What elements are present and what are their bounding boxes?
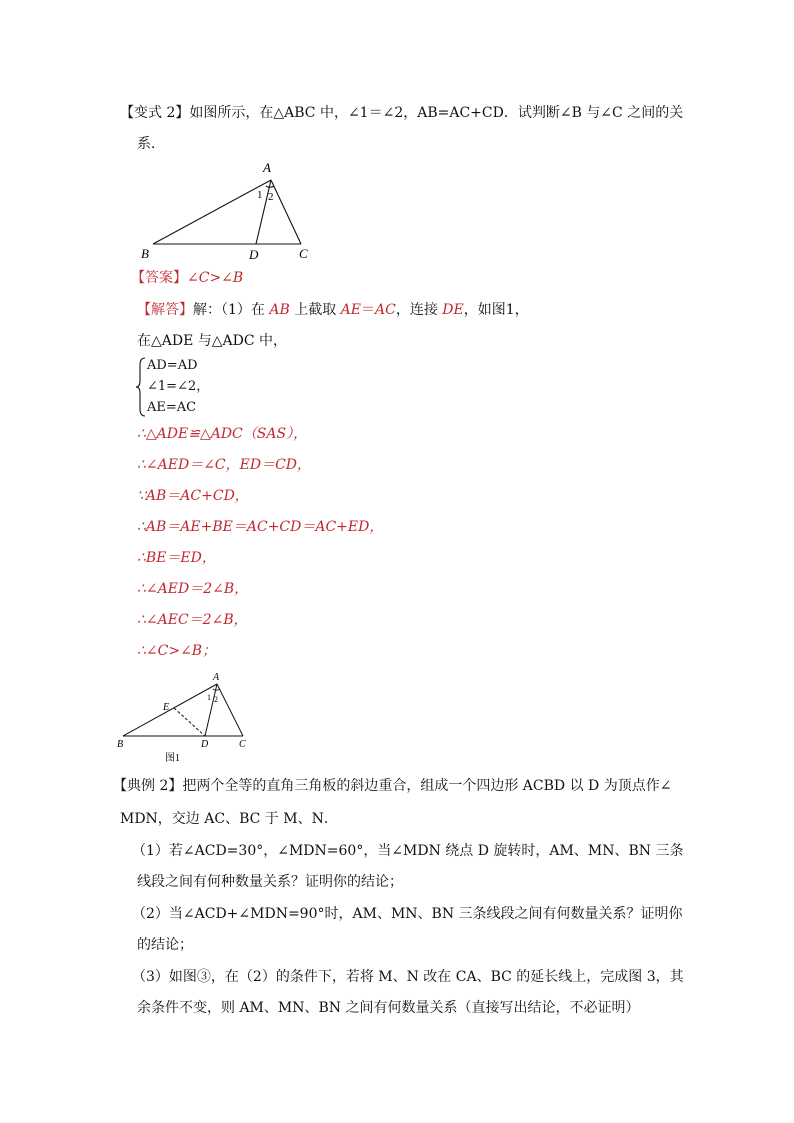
problem2-line1: 【典例 2】把两个全等的直角三角板的斜边重合，组成一个四边形 ACBD 以 D 为顶点作∠ [113, 778, 672, 794]
solution-step-7: ∴∠AEC＝2∠B， [137, 612, 248, 628]
brace-eq-2: ∠1=∠2， [147, 379, 210, 394]
solution-step-8: ∴∠C>∠B； [137, 643, 217, 659]
problem2-q2-line1: （2）当∠ACD+∠MDN=90°时，AM、MN、BN 三条线段之间有何数量关系？证明你 [132, 906, 683, 922]
triangle-figure-main [135, 158, 315, 264]
solution-in-triangles: 在△ADE 与△ADC 中， [137, 333, 288, 349]
label-B: B [141, 246, 149, 261]
solution-step-1: ∴△ADE≌△ADC（SAS）， [137, 426, 308, 442]
problem1-line1 [120, 103, 683, 123]
fig1-label-A: A [213, 672, 220, 683]
solution-tag: 【解答】 [137, 302, 193, 318]
problem2-tag: 【典例 2】 [113, 778, 183, 794]
fig1-label-D: D [201, 739, 209, 750]
brace-eq-3: AE=AC [147, 400, 197, 415]
solution-step-6: ∴∠AED＝2∠B， [137, 581, 249, 597]
answer-text: ∠C>∠B [187, 270, 244, 286]
angle-1-label: 1 [257, 189, 263, 201]
solution-step-3: ∵AB＝AC+CD， [137, 488, 249, 504]
problem2-line2: MDN，交边 AC、BC 于 M、N． [120, 811, 338, 827]
fig1-angle-2: 2 [214, 695, 218, 704]
brace-eq-1: AD=AD [147, 358, 198, 373]
fig1-angle-1: 1 [207, 693, 211, 702]
triangle-figure-1 [113, 669, 255, 765]
answer-tag: 【答案】 [131, 270, 187, 286]
answer-line [131, 268, 243, 288]
brace-icon [136, 357, 146, 417]
fig1-label-B: B [117, 739, 124, 750]
problem1-tag: 【变式 2】 [120, 105, 190, 121]
solution-step-2: ∴∠AED＝∠C，ED＝CD， [137, 457, 312, 473]
fig1-label-E: E [163, 702, 170, 713]
problem2-q3-line1: （3）如图③，在（2）的条件下，若将 M、N 改在 CA、BC 的延长线上，完成图 3，其 [132, 969, 684, 985]
problem1-line2: 系． [137, 136, 165, 152]
fig1-label-C: C [239, 739, 246, 750]
angle-2-label: 2 [268, 191, 274, 203]
problem1-text: 如图所示，在△ABC 中，∠1＝∠2，AB=AC+CD．试判断∠B 与∠C 之间的关 [189, 105, 684, 121]
problem2-q1-line1: （1）若∠ACD=30°，∠MDN=60°，当∠MDN 绕点 D 旋转时，AM、MN、BN 三条 [132, 843, 684, 859]
label-D: D [249, 247, 259, 262]
label-C: C [299, 246, 308, 261]
solution-intro: 【解答】解：（1）在 AB 上截取 AE＝AC，连接 DE，如图1， [137, 302, 529, 318]
problem2-q2-line2: 的结论； [137, 937, 193, 953]
solution-step-5: ∴BE＝ED， [137, 550, 216, 566]
problem2-q1-line2: 线段之间有何种数量关系？证明你的结论； [137, 874, 403, 890]
problem2-q3-line2: 余条件不变，则 AM、MN、BN 之间有何数量关系（直接写出结论，不必证明） [137, 1000, 640, 1016]
label-A: A [263, 160, 271, 175]
fig1-caption: 图1 [165, 753, 180, 764]
solution-step-4: ∴AB＝AE+BE＝AC+CD＝AC+ED， [137, 519, 384, 535]
